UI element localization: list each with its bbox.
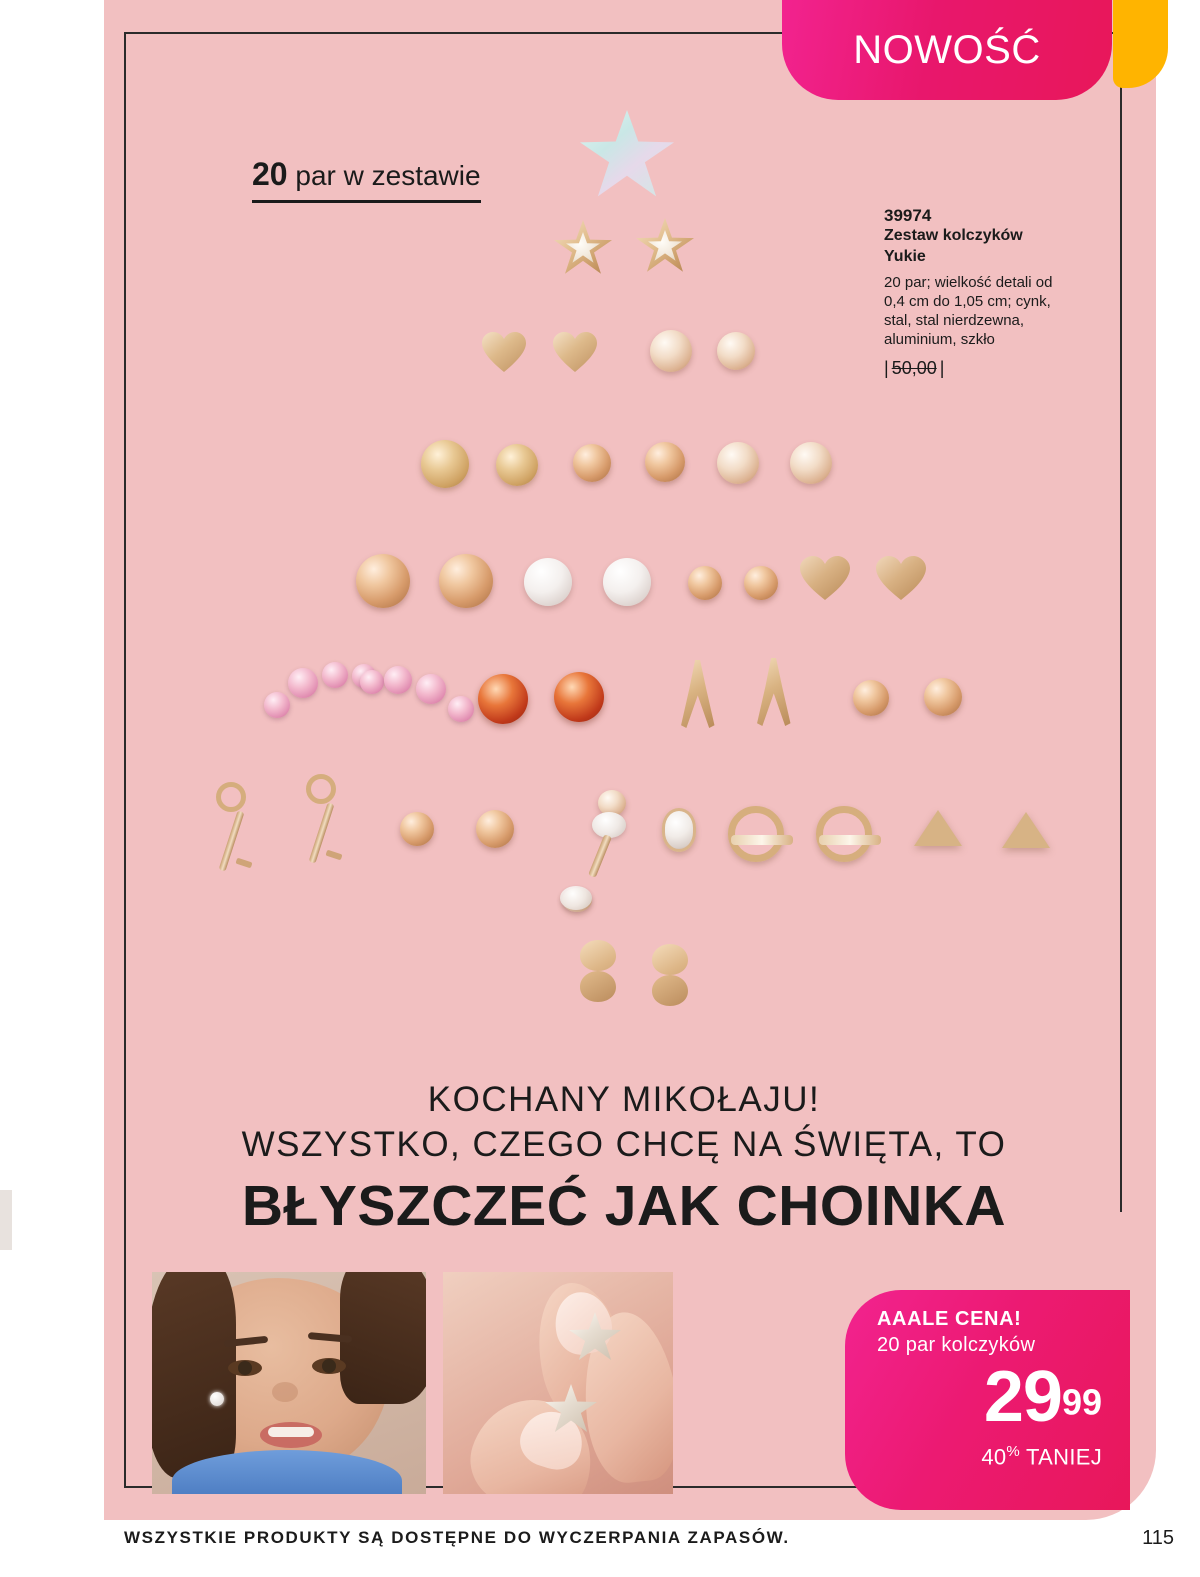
headline-line-1: KOCHANY MIKOŁAJU! (427, 1080, 821, 1119)
price-badge (845, 1290, 1130, 1510)
triangle-left-icon (914, 810, 962, 846)
page-edge-notch (0, 1190, 12, 1250)
earrings-display (124, 60, 1124, 1050)
heart-outline-right-icon (876, 556, 926, 600)
price-amount (877, 1357, 1102, 1437)
champagne-round-right-icon (790, 442, 832, 484)
price-integer: 29 (983, 1357, 1062, 1437)
detail-photo (443, 1272, 673, 1494)
page-number: 115 (1142, 1527, 1174, 1549)
nowosc-badge (782, 0, 1112, 100)
star-crystal-right-icon (636, 218, 694, 274)
heart-outline-left-icon (800, 556, 850, 600)
plain-ball-left-icon (400, 812, 434, 846)
infinity-left-icon (580, 940, 616, 1002)
mini-ball-right-icon (744, 566, 778, 600)
product-name-line1: Zestaw kolczyków (884, 227, 1023, 245)
glitter-ball-right-icon (496, 444, 538, 486)
price-bar-left: | (884, 357, 889, 378)
small-ball-right-icon (645, 442, 685, 482)
product-name-line2: Yukie (884, 248, 926, 266)
glitter-ball-left-icon (421, 440, 469, 488)
opal-left-icon (524, 558, 572, 606)
champagne-stone-left-icon (650, 330, 692, 372)
heart-crystal-left-icon (482, 332, 526, 372)
wishbone-left-icon (678, 660, 716, 728)
headline-line-2: WSZYSTKO, CZEGO CHCĘ NA ŚWIĘTA, TO (241, 1124, 1007, 1164)
mini-ball-left-icon (688, 566, 722, 600)
crystal-climber-right-icon (360, 664, 480, 730)
discount-word: TANIEJ (1020, 1444, 1102, 1470)
right-margin (1156, 0, 1200, 1577)
key-left-icon (202, 782, 260, 878)
headline-line-3: BŁYSZCZEĆ JAK CHOINKA (241, 1173, 1007, 1238)
model-photo (152, 1272, 426, 1494)
heart-crystal-right-icon (553, 332, 597, 372)
ball-right-icon (924, 678, 962, 716)
discount-percent-sign: % (1006, 1443, 1021, 1460)
old-price-value: 50,00 (891, 357, 937, 378)
product-description: 20 par; wielkość detali od 0,4 cm do 1,05 cm; cynk, stal, stal nierdzewna, aluminium, szkło (884, 273, 1053, 349)
price-bar-right: | (939, 357, 945, 378)
price-badge-title: AAALE CENA! (877, 1308, 1022, 1330)
set-count-text: par w zestawie (287, 160, 481, 191)
opal-right-icon (603, 558, 651, 606)
product-code: 39974 (884, 206, 932, 225)
stud-with-back-left-icon (556, 790, 636, 910)
headline (124, 1078, 1124, 1240)
small-ball-left-icon (573, 444, 611, 482)
infinity-right-icon (652, 944, 688, 1006)
nowosc-label: NOWOŚĆ (853, 27, 1041, 72)
ring-bar-left-icon (728, 806, 784, 862)
champagne-stone-right-icon (717, 332, 755, 370)
red-stone-right-icon (554, 672, 604, 722)
price-cents: 99 (1061, 1381, 1102, 1423)
footer-note: WSZYSTKIE PRODUKTY SĄ DOSTĘPNE DO WYCZERPANIA ZAPASÓW. (124, 1528, 790, 1547)
set-count-number: 20 (252, 156, 288, 192)
ball-left-icon (853, 680, 889, 716)
star-crystal-left-icon (554, 220, 612, 276)
star-holo-icon (580, 110, 674, 200)
plain-ball-right-icon (476, 810, 514, 848)
triangle-right-icon (1002, 812, 1050, 848)
big-ball-left-icon (356, 554, 410, 608)
red-stone-left-icon (478, 674, 528, 724)
price-badge-subtitle: 20 par kolczyków (877, 1334, 1036, 1356)
big-ball-right-icon (439, 554, 493, 608)
ring-bar-right-icon (816, 806, 872, 862)
wishbone-right-icon (754, 658, 792, 726)
model-earring-highlight (210, 1392, 224, 1406)
discount-label (877, 1443, 1102, 1470)
oval-crystal-icon (662, 808, 696, 852)
champagne-round-left-icon (717, 442, 759, 484)
key-right-icon (292, 774, 350, 870)
left-margin (0, 0, 104, 1577)
discount-value: 40 (981, 1444, 1007, 1470)
